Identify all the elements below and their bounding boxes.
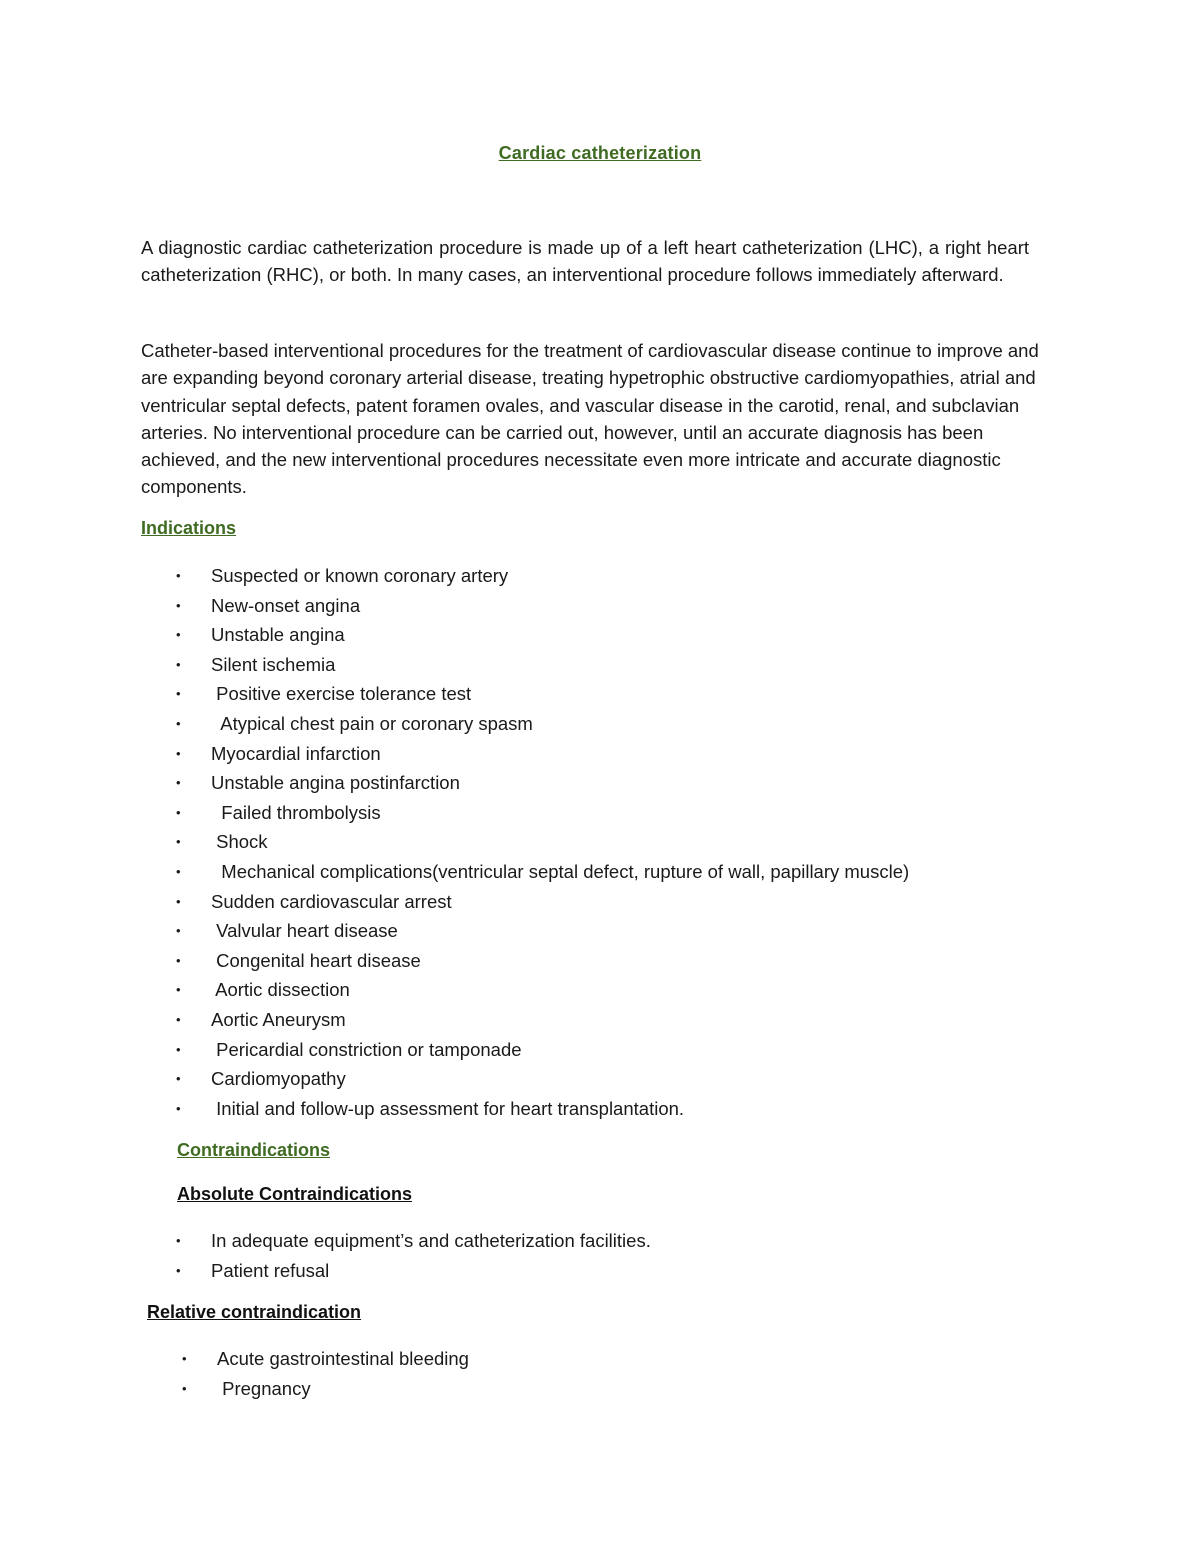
indications-heading: Indications — [141, 518, 237, 538]
bullet-icon: • — [176, 1262, 181, 1278]
interventional-paragraph: Catheter-based interventional procedures for the treatment of cardiovascular disease continue to improve and are expanding beyond coronary arterial disease, treating hypetrophic obstructive cardiomyopathies, atrial and ventricular septal defects, patent foramen ovales, and vascular disease in the carotid, renal, and subclavian arteries. No interventional procedure can be carried out, however, until an accurate diagnosis has been achieved, and the new interventional procedures necessitate even more intricate and accurate diagnostic components. — [141, 340, 1039, 498]
list-item: • Shock — [176, 827, 1076, 857]
list-item: • Acute gastrointestinal bleeding — [182, 1344, 882, 1374]
list-item: • Failed thrombolysis — [176, 798, 1076, 828]
list-item: • Pericardial constriction or tamponade — [176, 1035, 1076, 1065]
list-item: • Positive exercise tolerance test — [176, 679, 1076, 709]
list-item: • Aortic dissection — [176, 975, 1076, 1005]
bullet-icon: • — [176, 775, 181, 791]
bullet-icon: • — [176, 923, 181, 939]
bullet-icon: • — [176, 656, 181, 672]
bullet-icon: • — [176, 1011, 181, 1027]
document-title: Cardiac catheterization — [498, 143, 702, 163]
list-item: • Silent ischemia — [176, 650, 1076, 680]
list-item: • Sudden cardiovascular arrest — [176, 887, 1076, 917]
bullet-icon: • — [176, 1071, 181, 1087]
list-item: • In adequate equipment’s and catheterization facilities. — [176, 1226, 876, 1256]
list-item: • Unstable angina postinfarction — [176, 768, 1076, 798]
relative-contraindications-list — [182, 1344, 882, 1403]
bullet-icon: • — [176, 863, 181, 879]
bullet-icon: • — [176, 893, 181, 909]
list-item: • Cardiomyopathy — [176, 1064, 1076, 1094]
bullet-icon: • — [176, 686, 181, 702]
list-item: • Atypical chest pain or coronary spasm — [176, 709, 1076, 739]
bullet-icon: • — [176, 627, 181, 643]
relative-contraindication-heading: Relative contraindication — [147, 1302, 362, 1322]
absolute-contraindications-list — [176, 1226, 876, 1285]
list-item: • Mechanical complications(ventricular septal defect, rupture of wall, papillary muscle) — [176, 857, 1076, 887]
list-item: • Patient refusal — [176, 1256, 876, 1286]
bullet-icon: • — [176, 952, 181, 968]
bullet-icon: • — [176, 715, 181, 731]
intro-paragraph: A diagnostic cardiac catheterization procedure is made up of a left heart catheterization (LHC), a right heart catheterization (RHC), or both. In many cases, an interventional procedure follows immediately afterward. — [141, 237, 1029, 285]
list-item: • Suspected or known coronary artery — [176, 561, 1076, 591]
list-item: • Unstable angina — [176, 620, 1076, 650]
list-item: • Initial and follow-up assessment for heart transplantation. — [176, 1094, 1076, 1124]
bullet-icon: • — [176, 982, 181, 998]
bullet-icon: • — [176, 1100, 181, 1116]
absolute-contraindications-heading: Absolute Contraindications — [177, 1184, 413, 1204]
bullet-icon: • — [176, 568, 181, 583]
list-item: • Myocardial infarction — [176, 739, 1076, 769]
list-item: • New-onset angina — [176, 591, 1076, 621]
list-item: • Aortic Aneurysm — [176, 1005, 1076, 1035]
bullet-icon: • — [176, 745, 181, 761]
bullet-icon: • — [176, 1233, 181, 1248]
list-item: • Congenital heart disease — [176, 946, 1076, 976]
bullet-icon: • — [182, 1380, 187, 1396]
bullet-icon: • — [176, 597, 181, 613]
bullet-icon: • — [182, 1351, 187, 1366]
bullet-icon: • — [176, 834, 181, 850]
indications-list — [176, 561, 1076, 1123]
bullet-icon: • — [176, 804, 181, 820]
bullet-icon: • — [176, 1041, 181, 1057]
list-item: • Valvular heart disease — [176, 916, 1076, 946]
list-item: • Pregnancy — [182, 1374, 882, 1404]
contraindications-heading: Contraindications — [177, 1140, 331, 1160]
